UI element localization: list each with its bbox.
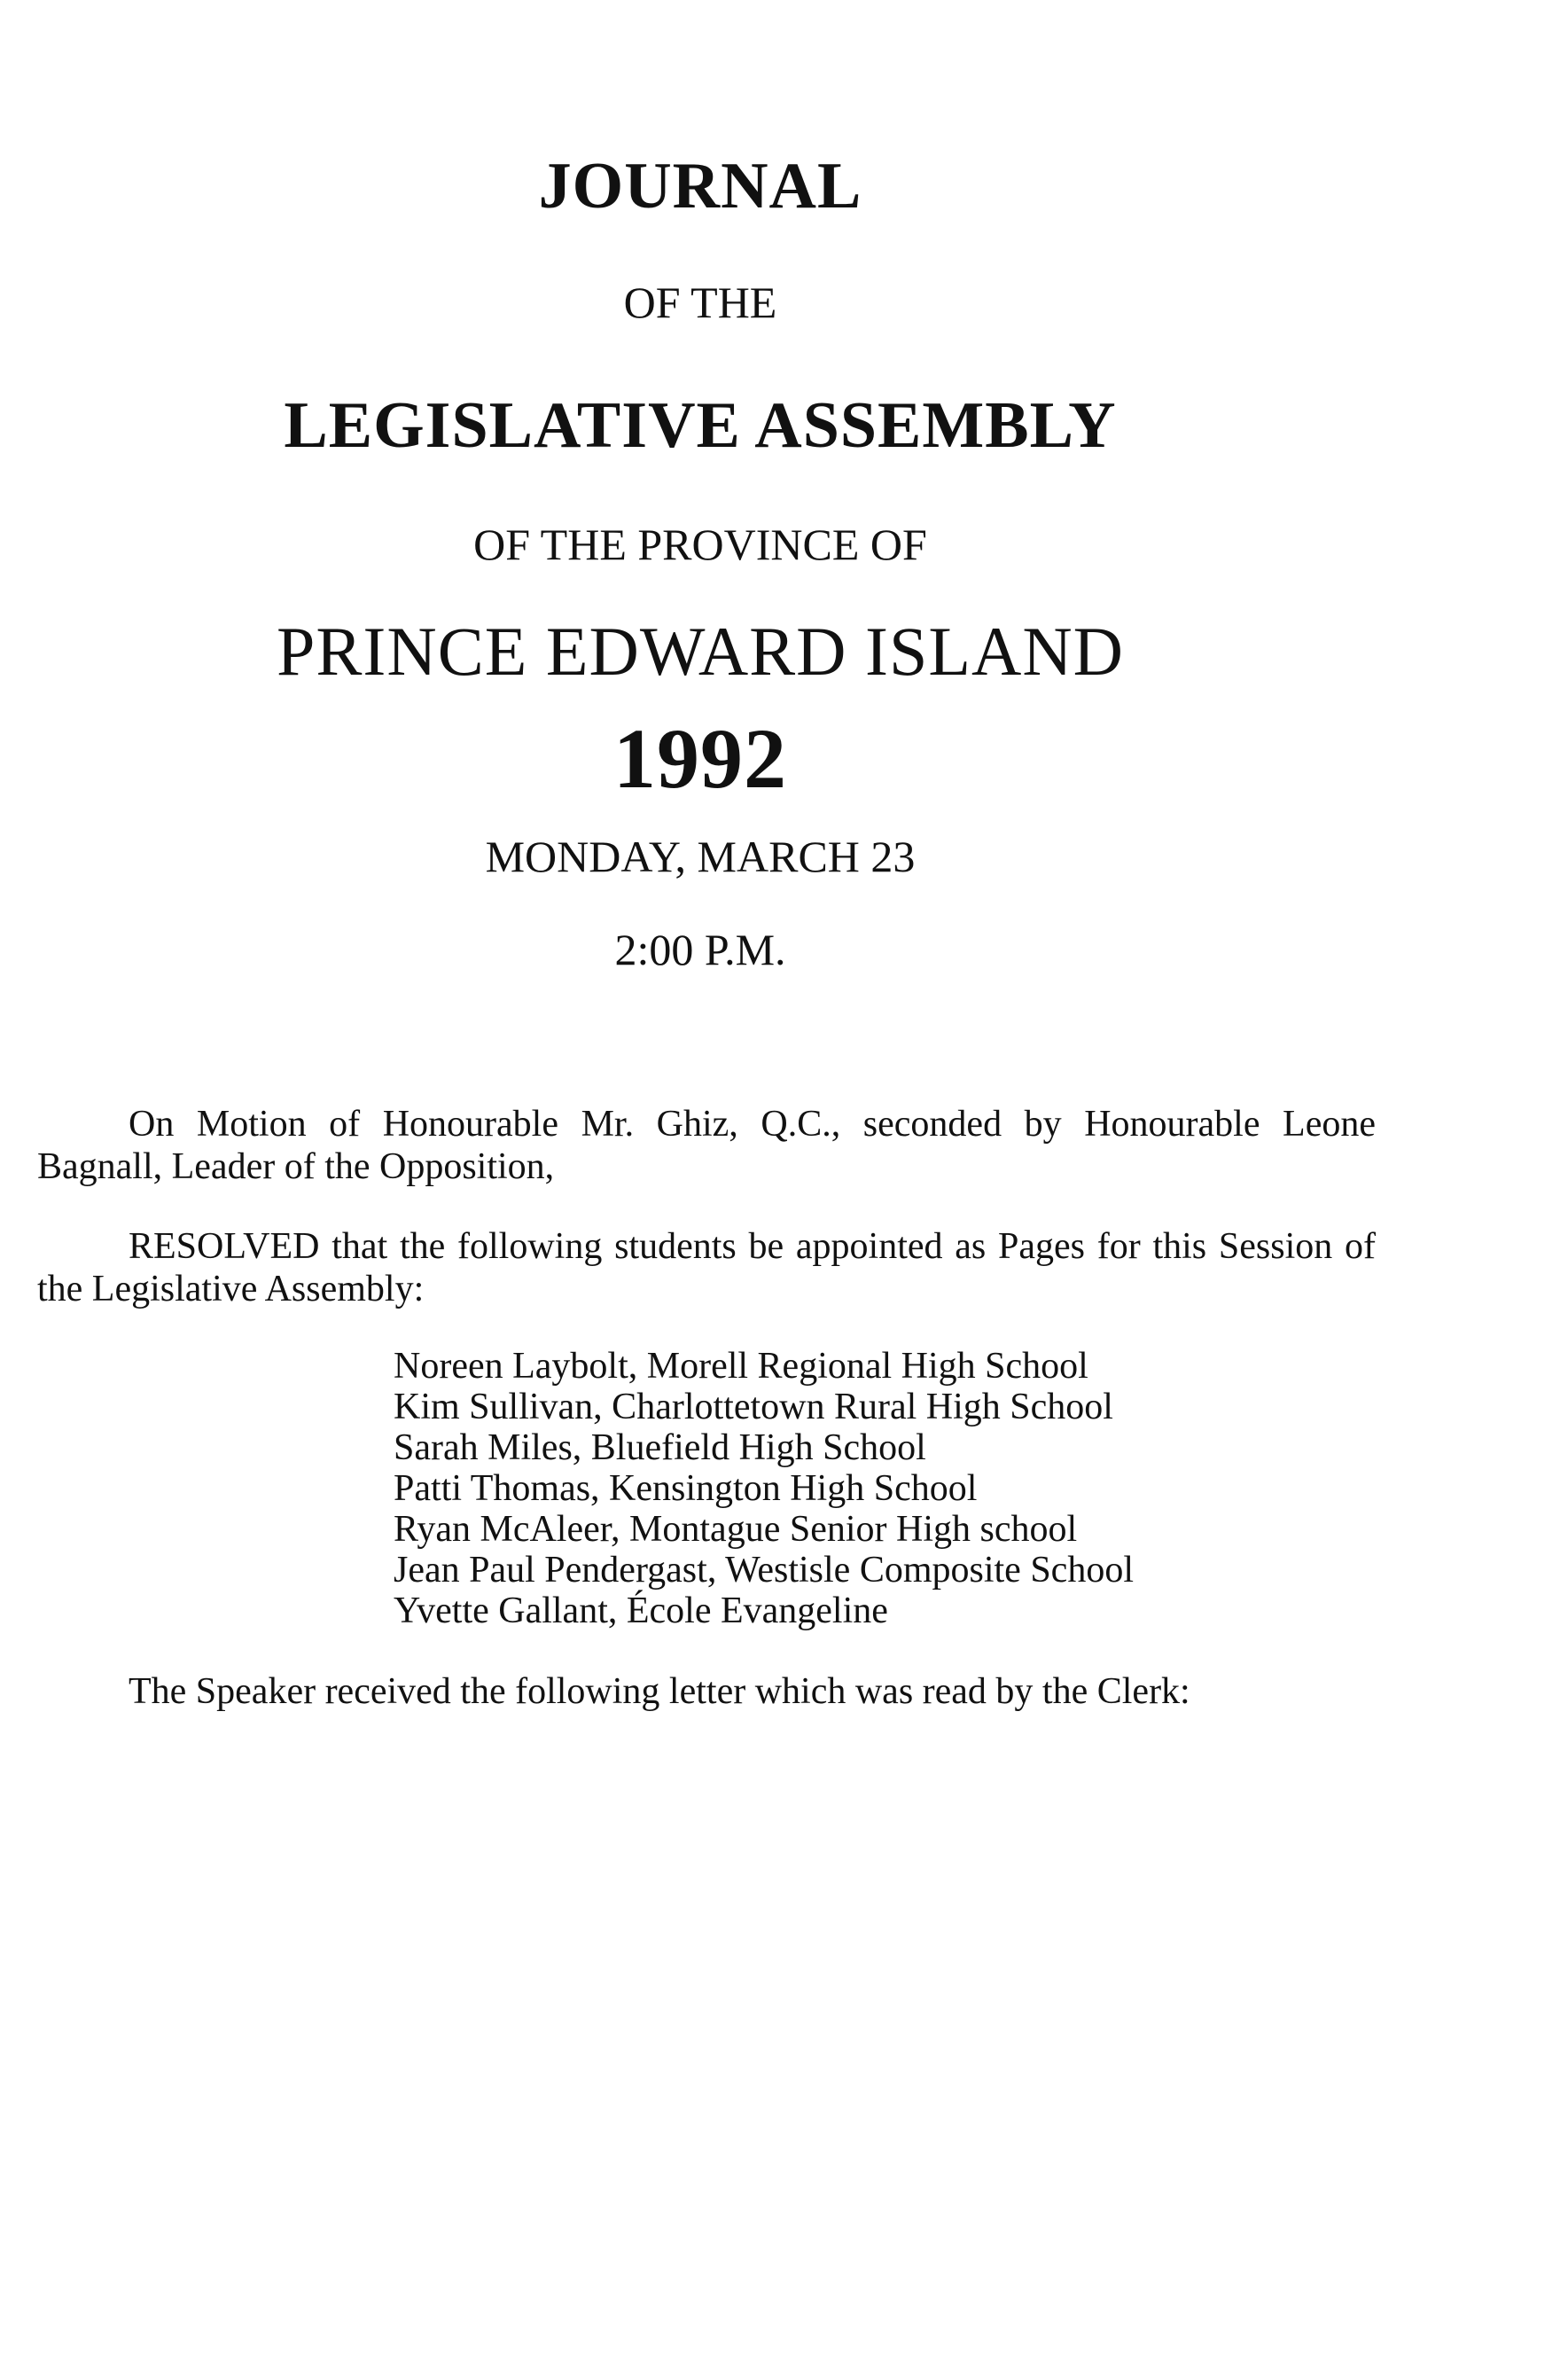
year-heading: 1992	[613, 711, 787, 806]
list-item: Kim Sullivan, Charlottetown Rural High School	[394, 1387, 1113, 1427]
province-of-line: OF THE PROVINCE OF	[473, 520, 927, 569]
pages-list	[394, 1346, 1134, 1631]
session-time: 2:00 P.M.	[614, 925, 786, 974]
resolved-text: RESOLVED that the following students be appointed as Pages for this Session of the Legislative Assembly:	[37, 1226, 1376, 1309]
province-name: PRINCE EDWARD ISLAND	[277, 613, 1124, 690]
of-the-line: OF THE	[623, 277, 777, 327]
list-item: Patti Thomas, Kensington High School	[394, 1468, 978, 1509]
motion-text: On Motion of Honourable Mr. Ghiz, Q.C., seconded by Honourable Leone Bagnall, Leader of the Opposition,	[37, 1104, 1376, 1187]
journal-title: JOURNAL	[538, 150, 862, 223]
assembly-title: LEGISLATIVE ASSEMBLY	[284, 389, 1117, 462]
list-item: Noreen Laybolt, Morell Regional High School	[394, 1346, 1088, 1387]
session-date: MONDAY, MARCH 23	[485, 832, 916, 881]
resolved-paragraph	[37, 1225, 1376, 1310]
list-item: Sarah Miles, Bluefield High School	[394, 1427, 926, 1468]
list-item: Yvette Gallant, École Evangeline	[394, 1591, 888, 1631]
motion-paragraph	[37, 1103, 1376, 1188]
speaker-paragraph: The Speaker received the following letter which was read by the Clerk:	[129, 1671, 1190, 1712]
list-item: Ryan McAleer, Montague Senior High school	[394, 1509, 1078, 1550]
list-item: Jean Paul Pendergast, Westisle Composite School	[394, 1550, 1134, 1591]
